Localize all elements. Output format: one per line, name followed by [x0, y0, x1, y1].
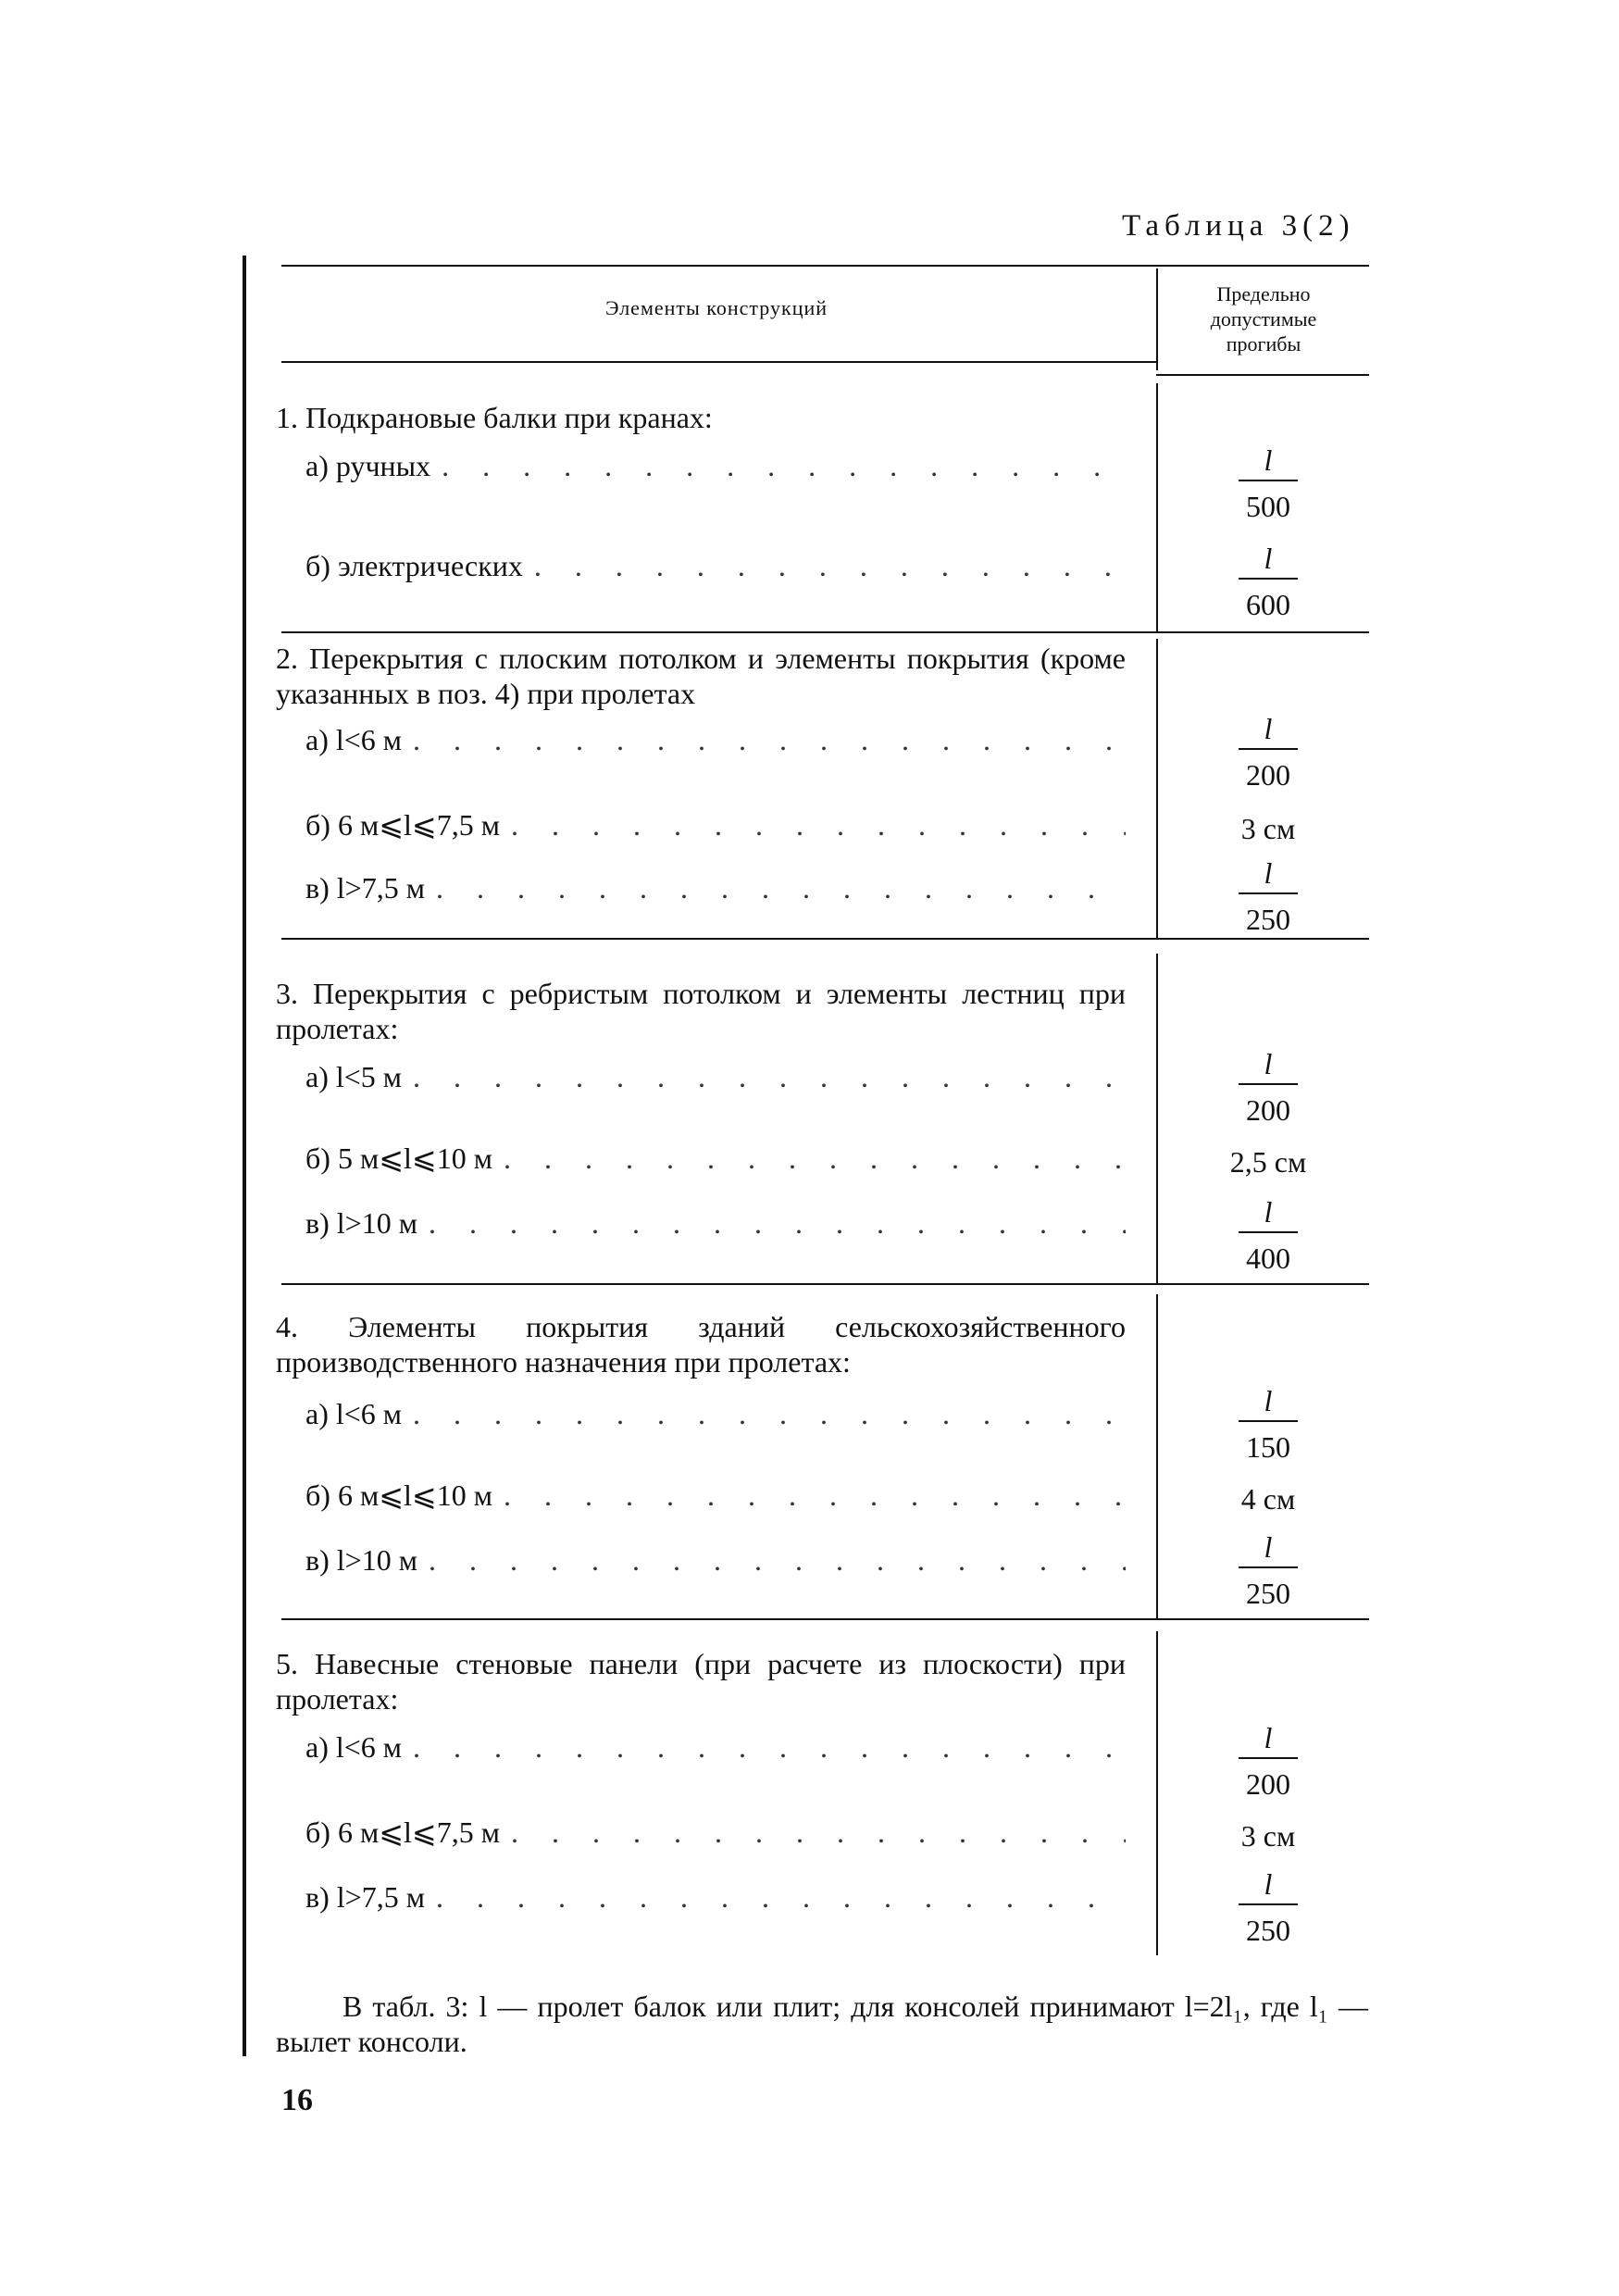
section-rule: [281, 938, 1369, 940]
list-item: б) 5 м⩽l⩽10 м . . .: [305, 1141, 1126, 1176]
list-item: в) l>7,5 м . . .: [305, 870, 1126, 905]
deflection-fraction: l 400: [1203, 1194, 1333, 1276]
deflection-value: 3 см: [1240, 812, 1296, 845]
section-title: 1. Подкрановые балки при кранах:: [276, 401, 713, 434]
deflection-fraction: l 600: [1203, 541, 1333, 622]
header-rule-right: [1156, 374, 1369, 376]
list-item: б) 6 м⩽l⩽7,5 м . . .: [305, 1815, 1126, 1850]
list-item: а) l<5 м . . .: [305, 1059, 1126, 1094]
column-divider: [1156, 639, 1158, 940]
list-item: в) l>10 м . . .: [305, 1542, 1126, 1578]
deflection-fraction: l 250: [1203, 1529, 1333, 1611]
list-item: в) l>7,5 м . . .: [305, 1879, 1126, 1915]
section-rule: [281, 1618, 1369, 1620]
section-rule: [281, 1283, 1369, 1285]
list-item: б) 6 м⩽l⩽10 м . . .: [305, 1478, 1126, 1513]
column-header-elements: Элементы конструкций: [604, 296, 828, 319]
header-column-divider: [1156, 268, 1158, 370]
section-title: 4. Элементы покрытия зданий сельскохозяйственного производственного назначения при пролетах:: [276, 1310, 1126, 1379]
deflection-fraction: l 500: [1203, 443, 1333, 524]
deflection-fraction: l 200: [1203, 1046, 1333, 1128]
list-item: а) l<6 м . . .: [305, 1396, 1126, 1431]
list-item: б) электрических . . .: [305, 548, 1126, 583]
column-divider: [1156, 1631, 1158, 1955]
deflection-value: 3 см: [1240, 1819, 1296, 1853]
deflection-fraction: l 200: [1203, 1720, 1333, 1802]
table-caption: Таблица 3(2): [1122, 209, 1355, 243]
deflection-fraction: l 150: [1203, 1383, 1333, 1465]
table-top-rule: [281, 265, 1369, 267]
list-item: а) l<6 м . . .: [305, 1729, 1126, 1765]
section-title: 2. Перекрытия с плоским потолком и элементы покрытия (кроме указанных в поз. 4) при пролетах: [276, 642, 1126, 710]
header-rule-left: [281, 361, 1156, 363]
column-divider: [1156, 954, 1158, 1285]
table-footnote: В табл. 3: l — пролет балок или плит; для консолей принимают l=2l₁, где l₁ — вылет консоли.: [276, 1990, 1368, 2058]
deflection-fraction: l 250: [1203, 1866, 1333, 1948]
list-item: а) l<6 м . . .: [305, 722, 1126, 757]
section-title: 3. Перекрытия с ребристым потолком и элементы лестниц при пролетах:: [276, 977, 1126, 1045]
deflection-value: 2,5 см: [1229, 1145, 1307, 1179]
column-divider: [1156, 383, 1158, 633]
deflection-value: 4 см: [1240, 1482, 1296, 1516]
page-number: 16: [281, 2083, 313, 2117]
list-item: б) 6 м⩽l⩽7,5 м . . .: [305, 807, 1126, 842]
section-title: 5. Навесные стеновые панели (при расчете из плоскости) при пролетах:: [276, 1647, 1126, 1716]
deflection-fraction: l 250: [1203, 855, 1333, 937]
column-divider: [1156, 1294, 1158, 1620]
list-item: в) l>10 м . . .: [305, 1205, 1126, 1241]
list-item: а) ручных . . .: [305, 448, 1126, 483]
column-header-deflections: Предельно допустимые прогибы: [1210, 282, 1317, 356]
margin-bar: [243, 256, 246, 2056]
section-rule: [281, 631, 1369, 633]
deflection-fraction: l 200: [1203, 711, 1333, 792]
